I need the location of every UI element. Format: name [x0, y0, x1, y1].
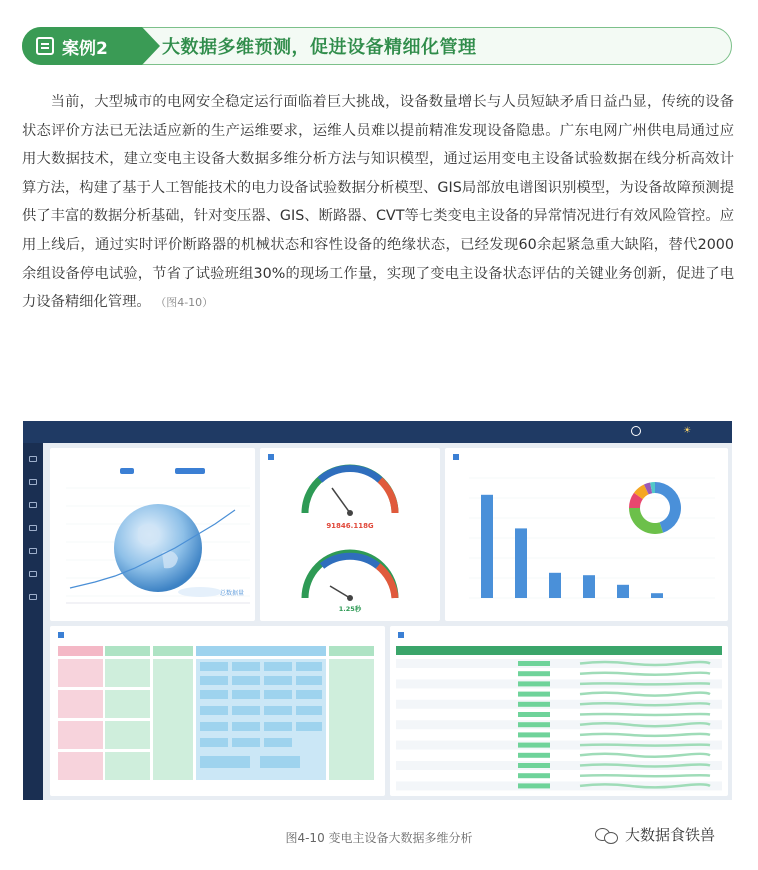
- status-pill: [518, 783, 550, 788]
- data-access-panel: [390, 626, 728, 796]
- trend-wave: [580, 745, 710, 746]
- status-pill: [518, 671, 550, 676]
- gauges-graphic: [260, 448, 440, 621]
- device-stats-panel: [445, 448, 728, 621]
- status-pill: [518, 712, 550, 717]
- dashboard-topbar: [23, 421, 732, 443]
- paragraph-text: 当前，大型城市的电网安全稳定运行面临着巨大挑战，设备数量增长与人员短缺矛盾日益凸显，传统的设备状态评价方法已无法适应新的生产运维要求，运维人员难以提前精准发现设备隐患。广东电网广州供电局通过应用大数据技术，建立变电主设备大数据多维分析方法与知识模型，通过运用变电主设备试验数据在线分析高效计算方法，构建了基于人工智能技术的电力设备试验数据分析模型、GIS局部放电谱图识别模型，为设备故障预测提供了丰富的数据分析基础，针对变压器、GIS、断路器、CVT等七类变电主设备的异常情况进行有效风险管控。应用上线后，通过实时评价断路器的机械状态和容性设备的绝缘状态，已经发现60余起紧急重大缺陷，替代2000余组设备停电试验，节省了试验班组30%的现场工作量，实现了变电主设备状态评估的关键业务创新，促进了电力设备精细化管理。: [22, 94, 734, 311]
- watermark: [595, 824, 715, 845]
- dashboard-screenshot: [23, 421, 732, 800]
- gear-icon: [29, 571, 37, 577]
- figure-reference: （图4-10）: [155, 296, 214, 310]
- gauge1-value: 91846.118G: [326, 522, 374, 530]
- status-pill: [518, 702, 550, 707]
- bar: [549, 573, 561, 598]
- tool-icon: [29, 594, 37, 600]
- trend-wave: [580, 714, 710, 715]
- body-paragraph: [22, 88, 734, 318]
- architecture-panel: [50, 626, 385, 796]
- dashboard-sidebar: [23, 421, 43, 800]
- clock-icon: [631, 426, 641, 436]
- globe-label: [220, 589, 244, 597]
- data-volume-panel: [50, 448, 255, 621]
- monitor-icon: [29, 479, 37, 485]
- chart-icon: [29, 525, 37, 531]
- bar: [651, 593, 663, 598]
- status-pill: [518, 681, 550, 686]
- trend-wave: [580, 683, 710, 684]
- gauge2-value: 1.25秒: [338, 605, 362, 613]
- bar: [515, 528, 527, 598]
- bar: [583, 575, 595, 598]
- status-pill: [518, 692, 550, 697]
- status-pill: [518, 722, 550, 727]
- status-pill: [518, 743, 550, 748]
- status-pill: [518, 773, 550, 778]
- donut-slice: [629, 508, 663, 534]
- figure-caption: 图4-10 变电主设备大数据多维分析: [285, 831, 473, 845]
- case-title: 大数据多维预测，促进设备精细化管理: [162, 37, 477, 58]
- weather-icon: ☀: [683, 426, 692, 436]
- wechat-icon: [595, 826, 619, 844]
- status-pill: [518, 753, 550, 758]
- menu-icon: [29, 456, 37, 462]
- globe-trend-graphic: [50, 448, 255, 621]
- status-pill: [518, 732, 550, 737]
- watermark-text: 大数据食铁兽: [625, 826, 716, 844]
- trend-wave: [580, 775, 710, 776]
- pin-icon: [29, 548, 37, 554]
- document-icon: [36, 37, 54, 55]
- status-pill: [518, 763, 550, 768]
- svg-text:总数据量: 总数据量: [220, 590, 245, 597]
- bar: [617, 585, 629, 598]
- device-bar-chart: [445, 448, 728, 621]
- architecture-diagram: [50, 626, 385, 796]
- bar: [481, 495, 493, 598]
- list-icon: [29, 502, 37, 508]
- data-access-table: [390, 626, 728, 796]
- case-label: 案例2: [62, 38, 108, 59]
- gauge-panel: [260, 448, 440, 621]
- case-tag: [22, 27, 142, 65]
- status-pill: [518, 661, 550, 666]
